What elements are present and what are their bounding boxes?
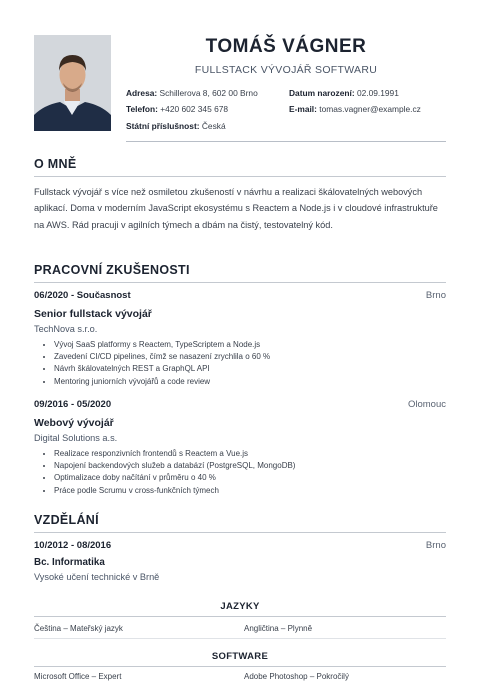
education-school: Vysoké učení technické v Brně [34,572,160,582]
language-item: Čeština – Mateřský jazyk [34,624,123,633]
about-text: Fullstack vývojář s více než osmiletou zkušeností v návrhu a realizaci škálovatelných webových aplikací. Doma v moderním JavaScript ekosystému s Reactem a Node.js i v cloudové infrastruktuře na AWS. Rád pracuji v agilních týmech a dbám na čistý, testovatelný kód. [34,187,438,230]
profile-photo [34,35,111,131]
job-bullets [34,448,295,497]
job-title: FULLSTACK VÝVOJÁŘ SOFTWARU [194,64,378,76]
address-line [126,88,258,98]
address-label: Adresa: [126,88,158,98]
job-role: Senior fullstack vývojář [34,308,152,320]
experience-title: PRACOVNÍ ZKUŠENOSTI [34,263,190,277]
list-item: • Optimalizace doby načítání v průměru o 40 % [54,472,295,484]
about-title: O MNĚ [34,157,77,171]
language-item: Angličtina – Plynně [244,624,313,633]
job-role: Webový vývojář [34,417,114,429]
list-item: • Zavedení CI/CD pipelines, čímž se nasazení zrychlila o 60 % [54,351,270,363]
job-company: TechNova s.r.o. [34,324,98,334]
list-item: • Realizace responzivních frontendů s Reactem a Vue.js [54,448,295,460]
list-item: • Vývoj SaaS platformy s Reactem, TypeScriptem a Node.js [54,339,270,351]
job-bullets [34,339,270,388]
education-location: Brno [425,540,446,551]
birth-line [289,88,399,98]
list-item: • Mentoring juniorních vývojářů a code review [54,376,270,388]
job-location: Olomouc [407,399,446,410]
email-line [289,104,421,114]
phone-label: Telefon: [126,104,158,114]
email-label: E-mail: [289,104,317,114]
languages-title: JAZYKY [220,601,260,612]
education-degree: Bc. Informatika [34,557,105,568]
list-item: • Návrh škálovatelných REST a GraphQL API [54,363,270,375]
job-dates: 06/2020 - Současnost [34,290,131,301]
languages-divider [34,616,446,617]
software-divider [34,666,446,667]
list-item: • Práce podle Scrumu v cross-funkčních týmech [54,485,295,497]
citizenship-value: Česká [201,121,226,131]
languages-bottom-divider [34,638,446,639]
person-name: TOMÁŠ VÁGNER [205,36,367,57]
birth-label: Datum narození: [289,88,355,98]
citizenship-line [126,121,226,131]
list-item: • Napojení backendových služeb a databází (PostgreSQL, MongoDB) [54,460,295,472]
software-item: Microsoft Office – Expert [34,672,122,681]
phone-value: +420 602 345 678 [160,104,229,114]
email-value: tomas.vagner@example.cz [319,104,421,114]
software-item: Adobe Photoshop – Pokročilý [244,672,349,681]
about-divider [34,176,446,177]
address-value: Schillerova 8, 602 00 Brno [159,88,258,98]
education-divider [34,532,446,533]
birth-value: 02.09.1991 [356,88,399,98]
job-location: Brno [425,290,446,301]
experience-divider [34,282,446,283]
header-divider [126,141,446,142]
software-title: SOFTWARE [211,651,269,662]
education-title: VZDĚLÁNÍ [34,513,99,527]
citizenship-label: Státní příslušnost: [126,121,200,131]
job-company: Digital Solutions a.s. [34,433,118,443]
phone-line [126,104,228,114]
job-dates: 09/2016 - 05/2020 [34,399,112,410]
education-dates: 10/2012 - 08/2016 [34,540,112,551]
